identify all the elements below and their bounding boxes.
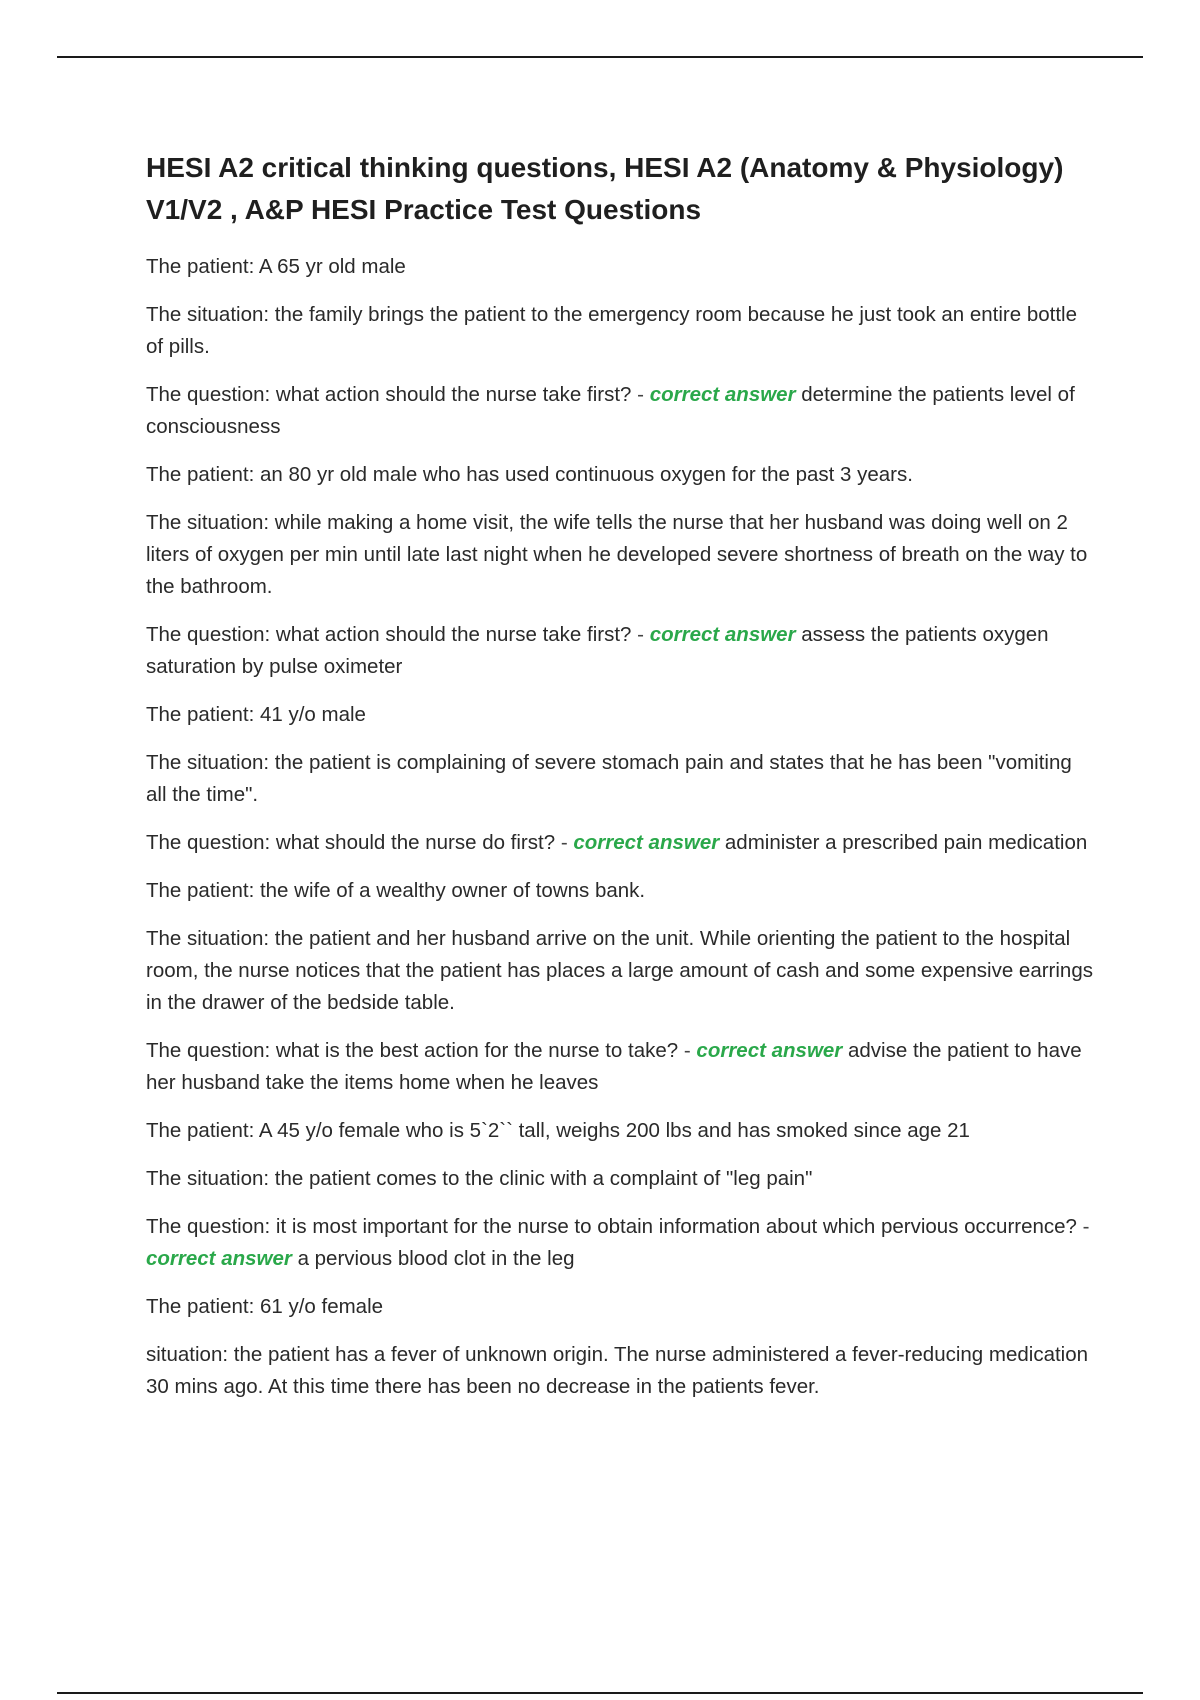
- info-paragraph: The patient: A 65 yr old male: [146, 255, 406, 278]
- info-paragraph: The patient: A 45 y/o female who is 5`2`` tall, weighs 200 lbs and has smoked since age 21: [146, 1119, 970, 1142]
- question-answer-paragraph: [146, 1211, 1096, 1275]
- top-rule: [57, 56, 1143, 58]
- info-paragraph: situation: the patient has a fever of unknown origin. The nurse administered a fever-reducing medication 30 mins ago. At this time there has been no decrease in the patients fever.: [146, 1343, 1089, 1398]
- info-paragraph: The situation: while making a home visit, the wife tells the nurse that her husband was doing well on 2 liters of oxygen per min until late last night when he developed severe shortness of breath on the way to the bathroom.: [146, 511, 1088, 598]
- correct-answer-label: correct answer: [573, 831, 720, 854]
- question-answer-paragraph: [146, 379, 1096, 443]
- bottom-rule: [57, 1692, 1143, 1694]
- question-text: The question: what should the nurse do first?: [146, 831, 556, 854]
- info-paragraph: The situation: the patient comes to the clinic with a complaint of "leg pain": [146, 1167, 813, 1190]
- question-answer-paragraph: [146, 1035, 1096, 1099]
- answer-separator: -: [560, 831, 568, 854]
- answer-text: assess the patients oxygen saturation by pulse oximeter: [146, 623, 1049, 678]
- answer-text: administer a prescribed pain medication: [724, 831, 1088, 854]
- question-list: [146, 251, 1096, 1403]
- answer-text: a pervious blood clot in the leg: [297, 1247, 575, 1270]
- info-paragraph: The patient: 61 y/o female: [146, 1295, 384, 1318]
- question-answer-paragraph: [146, 827, 1096, 859]
- answer-separator: -: [637, 383, 644, 406]
- correct-answer-label: correct answer: [146, 1247, 292, 1270]
- answer-separator: -: [1082, 1215, 1090, 1238]
- correct-answer-label: correct answer: [649, 623, 796, 646]
- question-text: The question: what is the best action for the nurse to take?: [146, 1039, 679, 1062]
- document-body: [146, 147, 1096, 1419]
- answer-text: advise the patient to have her husband take the items home when he leaves: [146, 1039, 1082, 1094]
- info-paragraph: The patient: an 80 yr old male who has used continuous oxygen for the past 3 years.: [146, 463, 913, 486]
- info-paragraph: The situation: the patient and her husband arrive on the unit. While orienting the patient to the hospital room, the nurse notices that the patient has places a large amount of cash and some expensive earrings in the drawer of the bedside table.: [146, 927, 1093, 1014]
- question-text: The question: it is most important for the nurse to obtain information about which pervious occurrence?: [146, 1215, 1077, 1238]
- document-title: HESI A2 critical thinking questions, HESI A2 (Anatomy & Physiology) V1/V2 , A&P HESI Practice Test Questions: [146, 152, 1064, 225]
- info-paragraph: The patient: the wife of a wealthy owner of towns bank.: [146, 879, 646, 902]
- answer-separator: -: [683, 1039, 691, 1062]
- question-answer-paragraph: [146, 619, 1096, 683]
- question-text: The question: what action should the nurse take first?: [146, 623, 632, 646]
- info-paragraph: The situation: the family brings the patient to the emergency room because he just took an entire bottle of pills.: [146, 303, 1078, 358]
- answer-text: determine the patients level of consciousness: [146, 383, 1075, 438]
- correct-answer-label: correct answer: [696, 1039, 843, 1062]
- correct-answer-label: correct answer: [649, 383, 796, 406]
- info-paragraph: The patient: 41 y/o male: [146, 703, 366, 726]
- info-paragraph: The situation: the patient is complaining of severe stomach pain and states that he has been "vomiting all the time".: [146, 751, 1072, 806]
- answer-separator: -: [637, 623, 644, 646]
- question-text: The question: what action should the nurse take first?: [146, 383, 632, 406]
